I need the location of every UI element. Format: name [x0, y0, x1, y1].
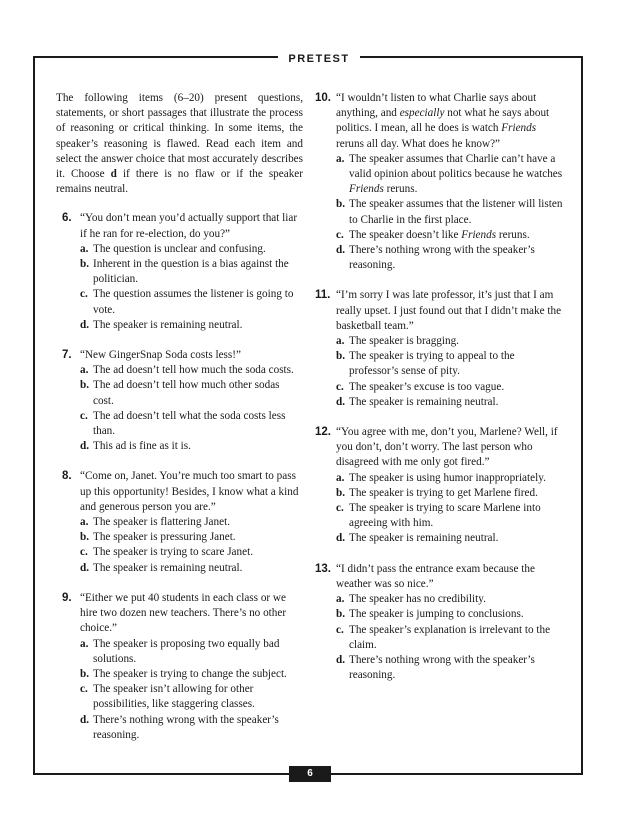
question-7 — [62, 348, 303, 454]
question-text: “I wouldn’t listen to what Charlie says about anything, and especially not what he says about politics. I mean, all he does is watch Friends reruns all day. What does he know?” — [336, 92, 550, 150]
question-number: 9. — [62, 591, 72, 604]
answer-options — [336, 334, 566, 410]
option-a[interactable]: a. The speaker is using humor inappropriately. — [336, 471, 546, 484]
option-d[interactable]: d. There’s nothing wrong with the speaker’s reasoning. — [336, 244, 535, 272]
option-d[interactable]: d. The speaker is remaining neutral. — [336, 532, 499, 545]
question-number: 12. — [315, 426, 331, 439]
answer-options — [336, 471, 566, 547]
option-a[interactable]: a. The question is unclear and confusing. — [80, 242, 266, 255]
question-text: “You agree with me, don’t you, Marlene? Well, if you don’t, don’t worry. The last person who disagreed with me only got fired.” — [336, 426, 558, 469]
question-number: 6. — [62, 212, 72, 225]
page-number: 6 — [289, 766, 331, 782]
question-8 — [62, 469, 303, 575]
question-text: “I didn’t pass the entrance exam because the weather was so nice.” — [336, 562, 535, 590]
question-number: 11. — [315, 289, 331, 302]
instructions: The following items (6–20) present questions, statements, or short passages that illustrate the process of reasoning or critical thinking. In some items, the speaker’s reasoning is flawed. Read each item and select the answer choice that most accurately describes it. Choose d if there is no flaw or if the speaker remains neutral. — [56, 92, 303, 196]
question-12 — [315, 425, 566, 547]
option-b[interactable]: b. The ad doesn’t tell how much other sodas cost. — [80, 379, 280, 407]
answer-options — [80, 637, 303, 743]
answer-options — [80, 515, 303, 576]
answer-options — [336, 152, 566, 274]
right-column — [315, 91, 566, 698]
option-b[interactable]: b. The speaker assumes that the listener will listen to Charlie in the first place. — [336, 198, 563, 226]
option-d[interactable]: d. There’s nothing wrong with the speaker’s reasoning. — [336, 653, 535, 682]
question-6 — [62, 211, 303, 333]
answer-options — [80, 242, 303, 333]
option-b[interactable]: b. The speaker is pressuring Janet. — [80, 531, 236, 544]
option-c[interactable]: c. The speaker is trying to scare Marlene into agreeing with him. — [336, 502, 541, 530]
option-d[interactable]: d. There’s nothing wrong with the speaker’s reasoning. — [80, 713, 279, 741]
option-c[interactable]: c. The question assumes the listener is going to vote. — [80, 288, 294, 316]
option-c[interactable]: c. The speaker doesn’t like Friends reruns. — [336, 228, 530, 241]
option-a[interactable]: a. The speaker is flattering Janet. — [80, 516, 230, 529]
option-a[interactable]: a. The speaker has no credibility. — [336, 593, 486, 606]
question-text: “Either we put 40 students in each class or we hire two dozen new teachers. There’s no other choice.” — [80, 591, 287, 635]
question-11 — [315, 288, 566, 410]
question-number: 10. — [315, 92, 331, 104]
option-b[interactable]: b. The speaker is trying to appeal to the professor’s sense of pity. — [336, 350, 515, 378]
question-number: 7. — [62, 349, 72, 362]
answer-options — [336, 592, 566, 683]
option-d[interactable]: d. This ad is fine as it is. — [80, 440, 191, 453]
section-header-label: PRETEST — [278, 52, 359, 66]
answer-options — [80, 363, 303, 454]
question-text: “You don’t mean you’d actually support that liar if he ran for re-election, do you?” — [80, 212, 298, 240]
option-a[interactable]: a. The speaker assumes that Charlie can’t have a valid opinion about politics because he watches Friends reruns. — [336, 152, 563, 196]
option-c[interactable]: c. The speaker is trying to scare Janet. — [80, 546, 253, 559]
question-text: “Come on, Janet. You’re much too smart to pass up this opportunity! Besides, I know what a kind and generous person you are.” — [80, 470, 299, 513]
option-b[interactable]: b. The speaker is jumping to conclusions. — [336, 608, 524, 621]
option-d[interactable]: d. The speaker is remaining neutral. — [336, 395, 499, 408]
option-a[interactable]: a. The speaker is bragging. — [336, 335, 459, 348]
left-column — [56, 91, 303, 758]
section-header — [0, 49, 638, 67]
option-d[interactable]: d. The speaker is remaining neutral. — [80, 318, 243, 331]
option-b[interactable]: b. The speaker is trying to change the subject. — [80, 667, 287, 680]
option-c[interactable]: c. The speaker isn’t allowing for other possibilities, like staggering classes. — [80, 683, 255, 711]
question-number: 8. — [62, 470, 72, 483]
question-text: “I’m sorry I was late professor, it’s just that I am really upset. I just found out that I didn’t make the basketball team.” — [336, 289, 562, 332]
question-10 — [315, 91, 566, 273]
question-9 — [62, 591, 303, 743]
option-c[interactable]: c. The speaker’s excuse is too vague. — [336, 380, 505, 393]
option-d[interactable]: d. The speaker is remaining neutral. — [80, 561, 243, 574]
option-a[interactable]: a. The ad doesn’t tell how much the soda costs. — [80, 364, 294, 377]
question-number: 13. — [315, 562, 331, 575]
option-b[interactable]: b. The speaker is trying to get Marlene fired. — [336, 486, 538, 499]
option-c[interactable]: c. The ad doesn’t tell what the soda costs less than. — [80, 409, 286, 438]
option-b[interactable]: b. Inherent in the question is a bias against the politician. — [80, 258, 289, 286]
question-text: “New GingerSnap Soda costs less!” — [80, 349, 241, 362]
question-13 — [315, 562, 566, 684]
option-a[interactable]: a. The speaker is proposing two equally bad solutions. — [80, 637, 280, 665]
option-c[interactable]: c. The speaker’s explanation is irrelevant to the claim. — [336, 623, 551, 651]
